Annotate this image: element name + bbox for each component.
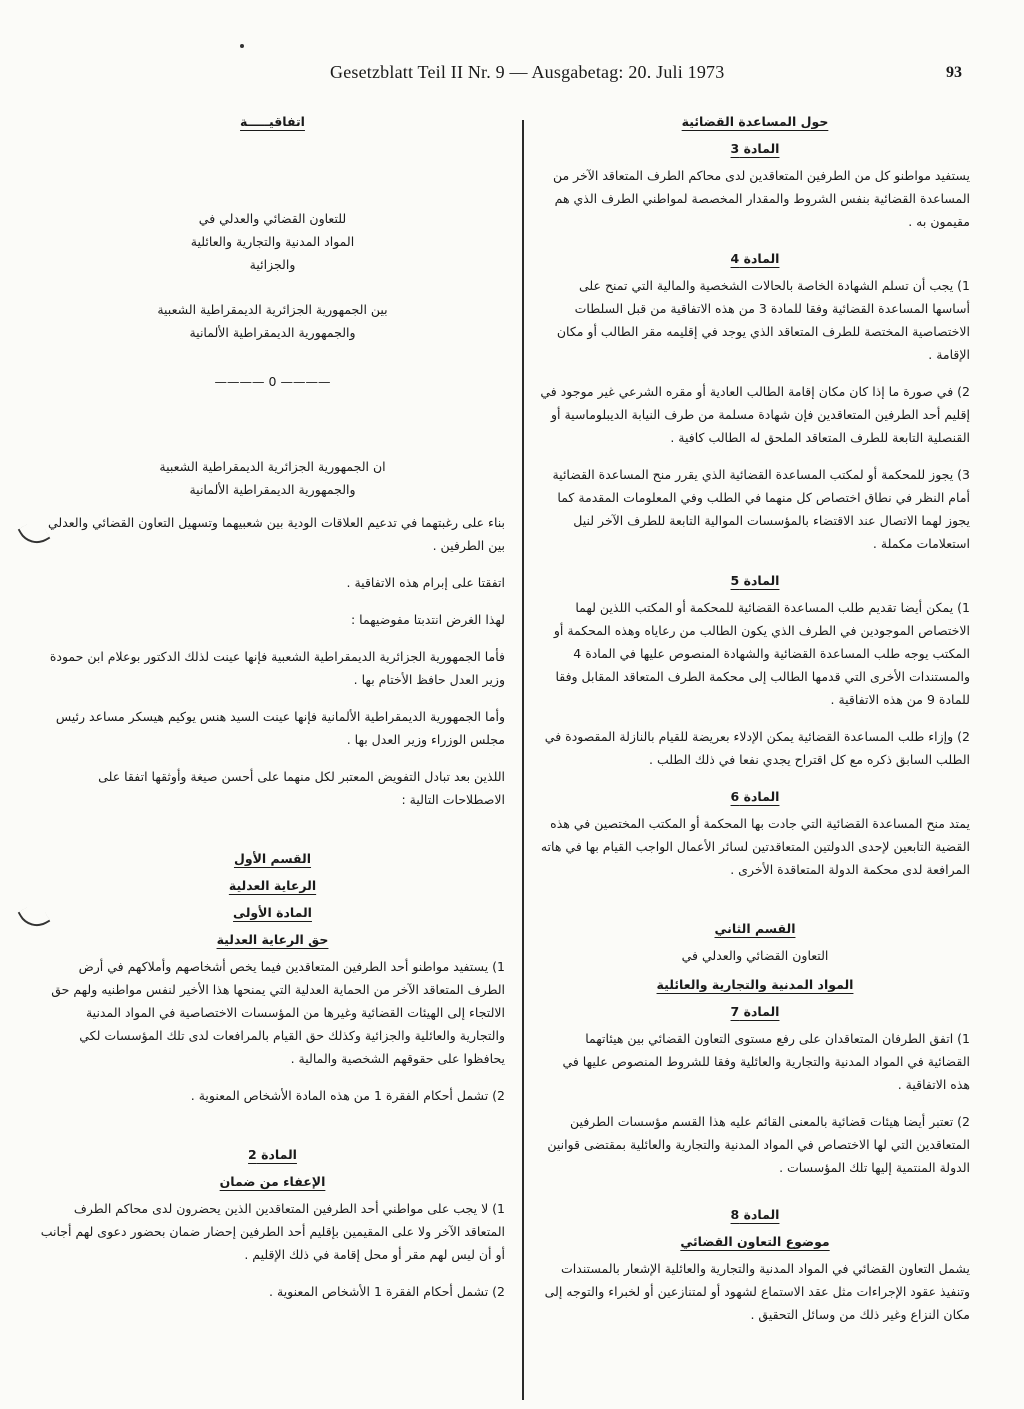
section-2-title: القسم الثاني [714,921,796,936]
right-column [540,100,970,1340]
page-header [0,58,1024,88]
preamble-paragraph-4: فأما الجمهورية الجزائرية الديمقراطية الشعبية فإنها عينت لذلك الدكتور بوعلام ابن حمودة وزير العدل حافظ الأختام بها . [49,649,505,687]
preamble-paragraph-2: اتفقتا على إبرام هذه الاتفاقية . [346,575,505,590]
article-3-title: المادة 3 [730,141,780,156]
article-1-subtitle: حق الرعاية العدلية [216,932,329,947]
parties-line-1: بين الجمهورية الجزائرية الديمقراطية الشعبية [157,302,388,317]
article-2-subtitle: الإعفاء من ضمان [219,1174,326,1189]
preamble-paragraph-6: اللذين بعد تبادل التفويض المعتبر لكل منهما على أحسن صيغة وأوثقها اتفقا على الاصطلاحات التالية : [98,769,505,807]
article-2-title: المادة 2 [248,1147,297,1162]
article-5-title: المادة 5 [730,573,780,588]
article-4-paragraph-1: 1) يجب أن تسلم الشهادة الخاصة بالحالات الشخصية والمالية التي تمنح على أساسها المساعدة القضائية وفقا للمادة 3 من هذه الاتفاقية من قبل السلطات الاختصاصية المختصة للطرف المتعاقد الذي يوجد في إقليمه مقر الطالب أو مكان الإقامة . [556,278,970,362]
scan-speck [240,44,244,48]
article-4-paragraph-3: 3) يجوز للمحكمة أو لمكتب المساعدة القضائية الذي يقرر منح المساعدة القضائية أمام النظر في نطاق اختصاص كل منهما في الطلب وفي المعلومات المقدمة كما يجوز لهما الاتصال عند الاقتضاء بالمؤسسات الموالية التابعة للطرف الآخر لنيل استعلامات مكملة . [552,467,970,551]
article-7-title: المادة 7 [730,1004,780,1019]
article-5-paragraph-2: 2) وإزاء طلب المساعدة القضائية يمكن الإدلاء بعريضة للقيام بالنازلة المقصودة في الطلب السابق ذكره مع كل اقتراح يجدي نفعا في ذلك الطلب . [544,729,970,767]
section-1-title: القسم الأول [233,851,312,866]
article-4-paragraph-2: 2) في صورة ما إذا كان مكان إقامة الطالب العادية أو مقره الشرعي غير موجود في إقليم أحد الطرفين المتعاقدين فإن شهادة مسلمة من طرف النيابة الديبلوماسية أو القنصلية التابعة للطرف المتعاقد الملحق له الطالب كافية . [540,384,970,445]
subject-line-3: والجزائية [249,257,296,272]
article-1-paragraph-2: 2) تشمل أحكام الفقرة 1 من هذه المادة الأشخاص المعنوية . [190,1088,505,1103]
article-7-paragraph-1: 1) اتفق الطرفان المتعاقدان على رفع مستوى التعاون القضائي بين هيئاتهما القضائية في المواد المدنية والتجارية والعائلية وفقا للشروط المنصوص عليها في هذه الاتفاقية . [562,1031,970,1092]
section-2-subtitle-line-1: التعاون القضائي والعدلي في [681,948,829,963]
subject-line-2: المواد المدنية والتجارية والعائلية [190,234,355,249]
article-2-paragraph-1: 1) لا يجب على مواطني أحد الطرفين المتعاقدين الذين يحضرون لدى محاكم الطرف المتعاقد الآخر ولا على المقيمين بإقليم أحد الطرفين إحضار ضمان بحضور دعوى لهم أجانب أو أن ليس لهم مقر أو محل إقامة في ذلك الإقليم . [40,1201,505,1262]
section-heading-legal-aid: حول المساعدة القضائية [681,114,829,129]
subject-line-1: للتعاون القضائي والعدلي في [198,211,347,226]
page-number: 93 [946,64,962,81]
preamble-line-2: والجمهورية الديمقراطية الألمانية [189,482,356,497]
article-8-title: المادة 8 [730,1207,780,1222]
article-2-paragraph-2: 2) تشمل أحكام الفقرة 1 الأشخاص المعنوية . [269,1284,505,1299]
article-7-paragraph-2: 2) تعتبر أيضا هيئات قضائية بالمعنى القائم عليه هذا القسم مؤسسات الطرفين المتعاقدين التي لها الاختصاص في المواد المدنية والتجارية والعائلية بمقتضى قوانين الدولة المنتمية إليها تلك المؤسسات . [547,1114,970,1175]
preamble-paragraph-3: لهذا الغرض انتدبتا مفوضيهما : [350,612,505,627]
article-8-text: يشمل التعاون القضائي في المواد المدنية والتجارية والعائلية الإشعار بالمستندات وتنفيذ عقود الإجراءات مثل عقد الاستماع لشهود أو لمتنازعين أو لخبراء والتوجه إلى مكان النزاع وغير ذلك من وسائل التحقيق . [544,1261,970,1322]
article-1-paragraph-1: 1) يستفيد مواطنو أحد الطرفين المتعاقدين فيما يخص أشخاصهم وأملاكهم في أرض الطرف المتعاقد الآخر من الحماية العدلية التي يمنحها هذا الأخير لنفس مواطنيه ولهم حق الالتجاء إلى الهيئات القضائية وغيرها من المؤسسات الاختصاصية في المواد المدنية والتجارية والعائلية والجزائية وكذلك حق القيام بالمرافعات لدى تلك المؤسسات لكي يحافظوا على حقوقهم الشخصية والمالية . [51,959,505,1066]
article-5-paragraph-1: 1) يمكن أيضا تقديم طلب المساعدة القضائية للمحكمة أو المكتب اللذين لهما الاختصاص الموجودين في الطرف الذي يكون الطالب من رعاياه وهذه المحكمة أو المكتب يوجه طلب المساعدة القضائية والشهادة المنصوص عليها في المادة 4 والمستندات الأخرى التي قدمها الطالب إلى محكمة الطرف المتعاقد المقابل وفقا للمادة 9 من هذه الاتفاقية . [553,600,970,707]
preamble-line-1: ان الجمهورية الجزائرية الديمقراطية الشعبية [159,459,386,474]
article-1-title: المادة الأولى [233,905,312,920]
separator: ———— 0 ———— [214,374,331,389]
gazette-header-title: Gesetzblatt Teil II Nr. 9 — Ausgabetag: 20. Juli 1973 [330,62,725,82]
parties-line-2: والجمهورية الديمقراطية الألمانية [189,325,356,340]
column-divider [522,120,524,1400]
article-6-title: المادة 6 [730,789,780,804]
convention-title: اتفاقيـــــة [240,114,305,129]
article-6-text: يمتد منح المساعدة القضائية التي جادت بها المحكمة أو المكتب المختصين في هذه القضية التابعين لإحدى الدولتين المتعاقدتين لسائر الأعمال الواجب القيام بها في هاته المرافعة لدى محكمة الدولة المتعاقدة الأخرى . [540,816,970,877]
section-1-subtitle: الرعاية العدلية [228,878,317,893]
article-3-text: يستفيد مواطنو كل من الطرفين المتعاقدين لدى محاكم الطرف المتعاقد الآخر من المساعدة القضائية بنفس الشروط والمقدار المخصصة لمواطني الطرف الذي هم مقيمون به . [552,168,970,229]
preamble-paragraph-1: بناء على رغبتهما في تدعيم العلاقات الودية بين شعبيهما وتسهيل التعاون القضائي والعدلي بين الطرفين . [47,515,505,553]
article-8-subtitle: موضوع التعاون القضائي [680,1234,830,1249]
section-2-subtitle-line-2: المواد المدنية والتجارية والعائلية [656,977,854,992]
left-column [40,100,505,1317]
article-4-title: المادة 4 [730,251,780,266]
preamble-paragraph-5: وأما الجمهورية الديمقراطية الألمانية فإنها عينت السيد هنس يوكيم هيسكر مساعد رئيس مجلس الوزراء وزير العدل بها . [55,709,505,747]
